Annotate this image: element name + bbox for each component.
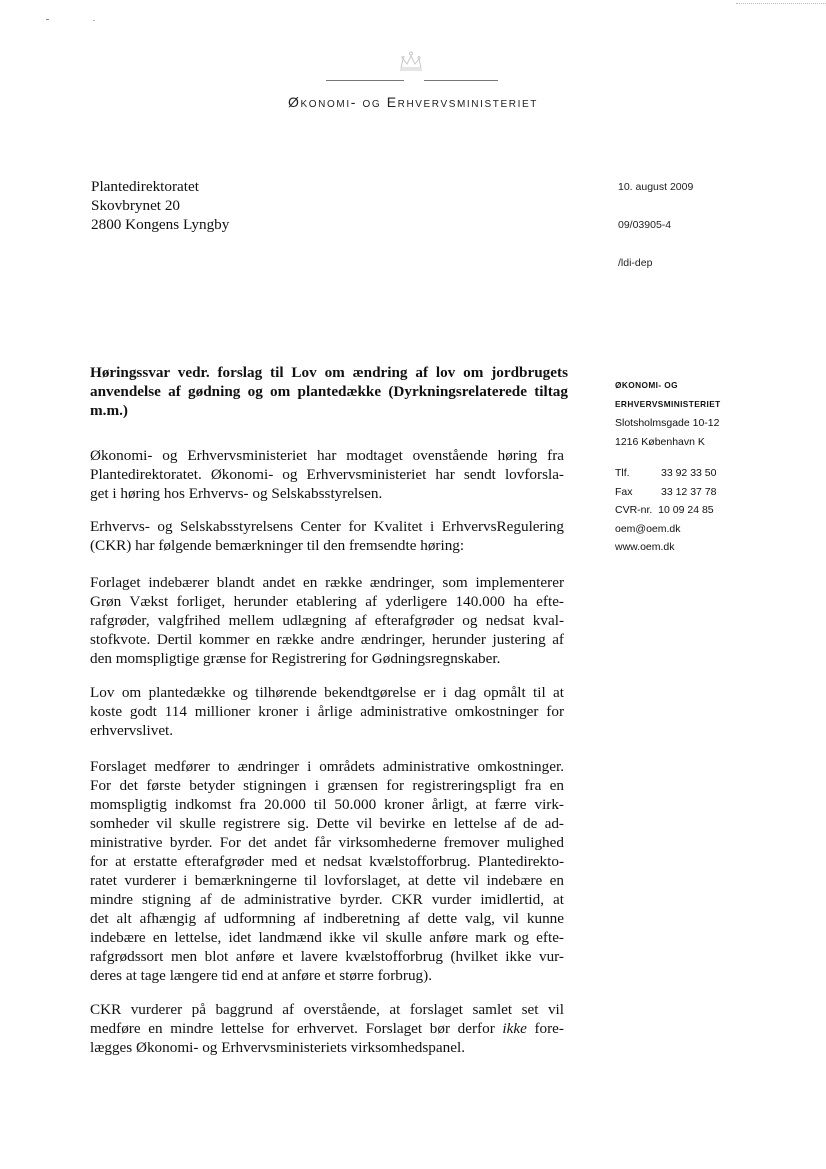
text-line: det alt afhængig af udformning af indberetning af dette valg, vil kunne xyxy=(90,910,564,927)
sender-name-line-1: ØKONOMI- OG xyxy=(615,380,678,390)
text-line: koste godt 114 millioner kroner i årlige administrative omkostninger for xyxy=(90,703,564,720)
sender-web: www.oem.dk xyxy=(615,541,675,553)
sender-cvr: CVR-nr. 10 09 24 85 xyxy=(615,504,714,516)
sender-name-line-2: ERHVERVSMINISTERIET xyxy=(615,399,721,409)
text-line: rafgrødssort men blot anføre et lavere kvælstofforbrug (hvilket ikke vur- xyxy=(90,948,564,965)
text-fragment: fore- xyxy=(526,1020,564,1037)
body-paragraph-5 xyxy=(90,757,564,985)
scan-speck xyxy=(93,20,95,21)
sender-fax-row xyxy=(615,483,815,502)
phone-number: 33 92 33 50 xyxy=(661,467,717,479)
recipient-city: 2800 Kongens Lyngby xyxy=(91,216,230,233)
text-line: den momspligtige grænse for Registrering for Gødningsregnskaber. xyxy=(90,650,501,667)
body-paragraph-3 xyxy=(90,573,564,668)
recipient-street: Skovbrynet 20 xyxy=(91,197,181,214)
case-initials: /ldi-dep xyxy=(618,257,653,269)
text-line: momspligtig indkomst fra 20.000 til 50.000 kroner årligt, at færre virk- xyxy=(90,796,564,813)
text-fragment: medføre en mindre lettelse for erhvervet. Forslaget bør derfor xyxy=(90,1020,503,1037)
sender-phone-row xyxy=(615,464,815,483)
text-line: ministrative byrder. For det andet får virksomhederne fremover mulighed xyxy=(90,834,564,851)
scan-edge-line xyxy=(736,3,826,4)
text-line: CKR vurderer på baggrund af overstående, at forslaget samlet set vil xyxy=(90,1001,564,1018)
text-line: stofkvote. Dertil kommer en række andre ændringer, herunder justering af xyxy=(90,631,564,648)
text-line: Plantedirektoratet. Økonomi- og Erhvervsministeriet har sendt lovforsla- xyxy=(90,466,564,483)
body-paragraph-6 xyxy=(90,1000,564,1057)
recipient-address xyxy=(91,177,229,234)
text-line: for at erstatte efterafgrøder med et nedsat kvælstofforbrug. Plantedirekto- xyxy=(90,853,564,870)
recipient-name: Plantedirektoratet xyxy=(91,178,199,195)
scan-speck xyxy=(46,19,49,20)
header-rule-right xyxy=(424,80,498,81)
letter-date: 10. august 2009 xyxy=(618,181,694,193)
text-line: Grøn Vækst forliget, herunder etablering af yderligere 140.000 ha efte- xyxy=(90,593,564,610)
text-line xyxy=(90,1019,564,1038)
body-paragraph-4 xyxy=(90,683,564,740)
body-paragraph-2 xyxy=(90,517,564,555)
fax-label: Fax xyxy=(615,485,633,498)
header-rule-left xyxy=(326,80,404,81)
text-line: Økonomi- og Erhvervsministeriet har modtaget ovenstående høring fra xyxy=(90,447,564,464)
text-line: Lov om plantedække og tilhørende bekendtgørelse er i dag opmålt til at xyxy=(90,684,564,701)
text-line: For det første betyder stigningen i grænsen for registreringspligt fra en xyxy=(90,777,564,794)
sender-address-2: 1216 København K xyxy=(615,436,705,448)
crown-logo xyxy=(396,50,426,74)
text-line: rafgrøder, valgfrihed mellem udlægning af efterafgrøder og nedsat kval- xyxy=(90,612,564,629)
text-line: Erhvervs- og Selskabsstyrelsens Center for Kvalitet i ErhvervsRegulering xyxy=(90,518,564,535)
letter-subject: Høringssvar vedr. forslag til Lov om ændring af lov om jordbrugets anvendelse af gødning og om plantedække (Dyrkningsrelaterede tiltag m.m.) xyxy=(90,364,568,419)
text-line: lægges Økonomi- og Erhvervsministeriets virksomhedspanel. xyxy=(90,1039,465,1056)
emphasis-ikke: ikke xyxy=(502,1020,527,1037)
text-line: Forlaget indebærer blandt andet en række ændringer, som implementerer xyxy=(90,574,564,591)
text-line: erhvervslivet. xyxy=(90,722,174,739)
sender-address-1: Slotsholmsgade 10-12 xyxy=(615,417,720,429)
ministry-title: Økonomi- og Erhvervsministeriet xyxy=(288,94,538,110)
fax-number: 33 12 37 78 xyxy=(661,485,717,498)
text-line: Forslaget medfører to ændringer i områdets administrative omkostninger. xyxy=(90,758,564,775)
text-line: mindre stigning af de administrative byrder. CKR vurder imidlertid, at xyxy=(90,891,564,908)
text-line: ratet vurderer i bemærkningerne til lovforslaget, at dette vil indebære en xyxy=(90,872,564,889)
text-line: somheder vil skulle registrere sig. Dette vil bevirke en lettelse af de ad- xyxy=(90,815,564,832)
text-line: indebære en lettelse, idet landmænd ikke vil skulle anføre mark og efte- xyxy=(90,929,564,946)
text-line: get i høring hos Erhvervs- og Selskabsstyrelsen. xyxy=(90,485,383,502)
body-paragraph-1 xyxy=(90,446,564,503)
phone-label: Tlf. xyxy=(615,467,630,479)
text-line: (CKR) har følgende bemærkninger til den fremsendte høring: xyxy=(90,537,465,554)
journal-number: 09/03905-4 xyxy=(618,219,672,231)
sender-email: oem@oem.dk xyxy=(615,522,681,535)
sender-block xyxy=(615,376,815,557)
text-line: deres at tage længere tid end at anføre et større forbrug). xyxy=(90,967,432,984)
